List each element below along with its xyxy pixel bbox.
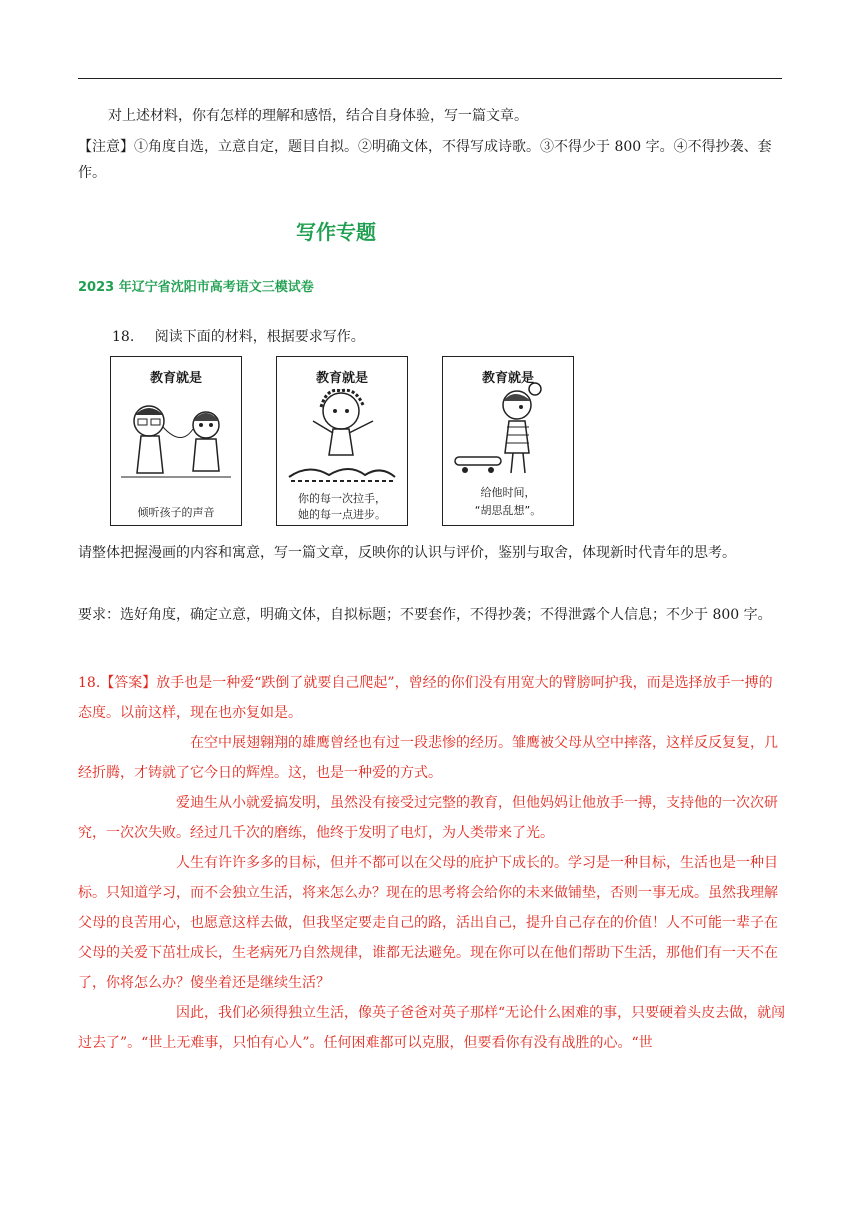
comic-3-drawing-icon (443, 381, 573, 501)
comic-2-caption-line1: 你的每一次拉手， (298, 492, 386, 505)
question-header (112, 325, 712, 349)
answer-paragraph-2: 在空中展翅翱翔的雄鹰曾经也有过一段悲惨的经历。雏鹰被父母从空中摔落，这样反反复复，几经折腾，才铸就了它今日的辉煌。这，也是一种爱的方式。 (78, 735, 778, 781)
answer-paragraph-5: 因此，我们必须得独立生活，像英子爸爸对英子那样“无论什么困难的事，只要硬着头皮去做，就闯过去了”。“世上无难事，只怕有心人”。任何困难都可以克服，但要看你有没有战胜的心。“世 (78, 1005, 786, 1051)
comic-2-title: 教育就是 (315, 371, 368, 386)
comic-1-title: 教育就是 (149, 371, 202, 386)
answer-paragraph-1: 18.【答案】放手也是一种爱“跌倒了就要自己爬起”，曾经的你们没有用宽大的臂膀呵护我，而是选择放手一搏的态度。以前这样，现在也亦复如是。 (78, 675, 773, 721)
answer-section (78, 668, 786, 1058)
exam-name: 2023 年辽宁省沈阳市高考语文三模试卷 (78, 280, 314, 295)
section-title: 写作专题 (296, 220, 376, 244)
intro-line: 对上述材料，你有怎样的理解和感悟，结合自身体验，写一篇文章。 (108, 108, 528, 124)
header-rule (78, 78, 782, 79)
answer-label: 18.【答案】 (78, 675, 157, 691)
comic-3-caption-line1: 给他时间， (480, 486, 536, 499)
comic-2-drawing-icon (277, 381, 407, 501)
answer-paragraph-4: 人生有许许多多的目标，但并不都可以在父母的庇护下成长的。学习是一种目标，生活也是一种目标。只知道学习，而不会独立生活，将来怎么办？现在的思考将会给你的未来做铺垫，否则一事无成。虽然我理解父母的良苦用心，也愿意这样去做，但我坚定要走自己的路，活出自己，提升自己存在的价值！人不可能一辈子在父母的关爱下茁壮成长，生老病死乃自然规律，谁都无法避免。现在你可以在他们帮助下生活，那他们有一天不在了，你将怎么办？傻坐着还是继续生活？ (78, 855, 778, 991)
comic-panel-2 (276, 356, 408, 526)
comic-3-caption-line2: “胡思乱想”。 (474, 504, 542, 517)
question-number: 18. (112, 329, 135, 345)
notice-text: 【注意】①角度自选，立意自定，题目自拟。②明确文体，不得写成诗歌。③不得少于 800 字。④不得抄袭、套作。 (78, 139, 772, 181)
comic-2-caption-line2: 她的每一点进步。 (298, 508, 386, 521)
requirement-text: 要求：选好角度，确定立意，明确文体，自拟标题；不要套作，不得抄袭；不得泄露个人信息；不少于 800 字。 (78, 607, 772, 623)
instruction-text: 请整体把握漫画的内容和寓意，写一篇文章，反映你的认识与评价，鉴别与取舍，体现新时代青年的思考。 (78, 545, 736, 561)
comic-3-title: 教育就是 (481, 371, 534, 386)
comic-panel-3 (442, 356, 574, 526)
comic-panel-1 (110, 356, 242, 526)
comic-1-caption: 倾听孩子的声音 (137, 506, 215, 519)
question-prompt: 阅读下面的材料，根据要求写作。 (154, 329, 365, 345)
comic-1-drawing-icon (111, 381, 241, 501)
answer-paragraph-3: 爱迪生从小就爱搞发明，虽然没有接受过完整的教育，但他妈妈让他放手一搏，支持他的一次次研究，一次次失败。经过几千次的磨练，他终于发明了电灯，为人类带来了光。 (78, 795, 778, 841)
